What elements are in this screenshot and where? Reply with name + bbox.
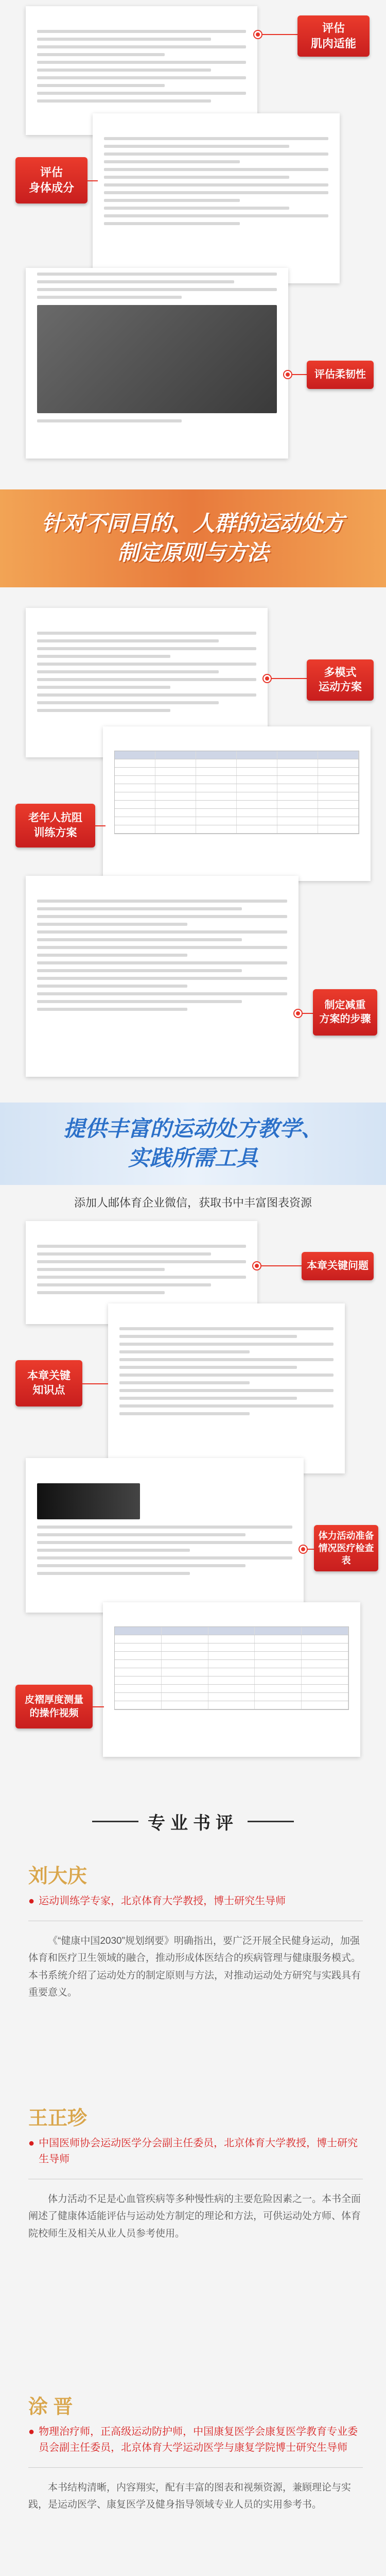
page-screenshot-weight-loss-steps [26, 876, 299, 1077]
callout-multimodal-plan: 多模式 运动方案 [307, 659, 374, 701]
callout-body-composition: 评估 身体成分 [15, 157, 87, 204]
callout-weight-loss-steps: 制定减重 方案的步骤 [313, 989, 377, 1036]
page-screenshot-parq-form [26, 1458, 304, 1613]
review-text: 《“健康中国2030”规划纲要》明确指出，要广泛开展全民健身运动，加强体育和医疗卫生领域的融合，推动形成体医结合的疾病管理与健康服务模式。本书系统介绍了运动处方的制定原则与方法，对推动运动处方研究与实践具有重要意义。 [28, 1936, 361, 1998]
page-screenshot-body-composition [93, 113, 340, 283]
reviewer-name: 涂 晋 [28, 2396, 73, 2418]
reviewer-name: 王正珍 [28, 2108, 87, 2129]
callout-skinfold-video: 皮褶厚度测量 的操作视频 [15, 1685, 93, 1728]
review-1: 刘大庆 ● 运动训练学专家，北京体育大学教授，博士研究生导师 《“健康中国2030”规划纲要》明确指出，要广泛开展全民健身运动，加强体育和医疗卫生领域的融合，推动形成体医结合的疾病管理与健康服务模式。本书系统介绍了运动处方的制定原则与方法，对推动运动处方研究与实践具有重要意义。 [28, 1860, 363, 2001]
reviewer-title: 物理治疗师，正高级运动防护师，中国康复医学会康复医学教育专业委员会副主任委员，北京体育大学运动医学与康复学院博士研究生导师 [39, 2426, 358, 2453]
callout-elderly-resistance: 老年人抗阻 训练方案 [15, 804, 95, 848]
page-screenshot-flexibility [26, 268, 288, 459]
reviewer-title: 运动训练学专家，北京体育大学教授，博士研究生导师 [39, 1895, 286, 1907]
page-screenshot-elderly-resistance [103, 726, 371, 881]
reviews-heading: 专业书评 [0, 1808, 386, 1834]
page-screenshot-key-points [108, 1303, 345, 1473]
flexibility-test-photo [37, 305, 277, 413]
callout-muscle-fitness: 评估 肌肉适能 [297, 15, 370, 57]
review-2: 王正珍 ● 中国医师协会运动医学分会副主任委员，北京体育大学教授，博士研究生导师 体力活动不足是心血管疾病等多种慢性病的主要危险因素之一。本书全面阐述了健康体适能评估与运动处方制定的理论和方法，可供运动处方师、体育院校师生及相关从业人员参考使用。 [28, 2102, 363, 2242]
callout-flexibility: 评估柔韧性 [307, 361, 374, 389]
parq-form-thumbnail [37, 1483, 140, 1519]
reviewer-name: 刘大庆 [28, 1866, 87, 1887]
callout-key-points: 本章关键 知识点 [15, 1360, 82, 1406]
callout-parq-checklist: 体力活动准备 情况医疗检查表 [314, 1525, 378, 1571]
review-text: 本书结构清晰，内容翔实，配有丰富的图表和视频资源，兼顾理论与实践，是运动医学、康复医学及健身指导领域专业人员的实用参考书。 [28, 2482, 352, 2511]
review-text: 体力活动不足是心血管疾病等多种慢性病的主要危险因素之一。本书全面阐述了健康体适能评估与运动处方制定的理论和方法，可供运动处方师、体育院校师生及相关从业人员参考使用。 [28, 2194, 361, 2239]
callout-key-questions: 本章关键问题 [302, 1252, 374, 1280]
page-screenshot-skinfold-video [103, 1602, 360, 1757]
section-banner-principles: 针对不同目的、人群的运动处方 制定原则与方法 [0, 489, 386, 587]
review-3: 涂 晋 ● 物理治疗师，正高级运动防护师，中国康复医学会康复医学教育专业委员会副主任委员，北京体育大学运动医学与康复学院博士研究生导师 本书结构清晰，内容翔实，配有丰富的图表和视频资源，兼顾理论与实践，是运动医学、康复医学及健身指导领域专业人员的实用参考书。 [28, 2391, 363, 2514]
section-banner-tools: 提供丰富的运动处方教学、 实践所需工具 [0, 1103, 386, 1185]
reviewer-title: 中国医师协会运动医学分会副主任委员，北京体育大学教授，博士研究生导师 [39, 2138, 358, 2165]
wechat-resource-tip: 添加人邮体育企业微信，获取书中丰富图表资源 [74, 1196, 312, 1209]
